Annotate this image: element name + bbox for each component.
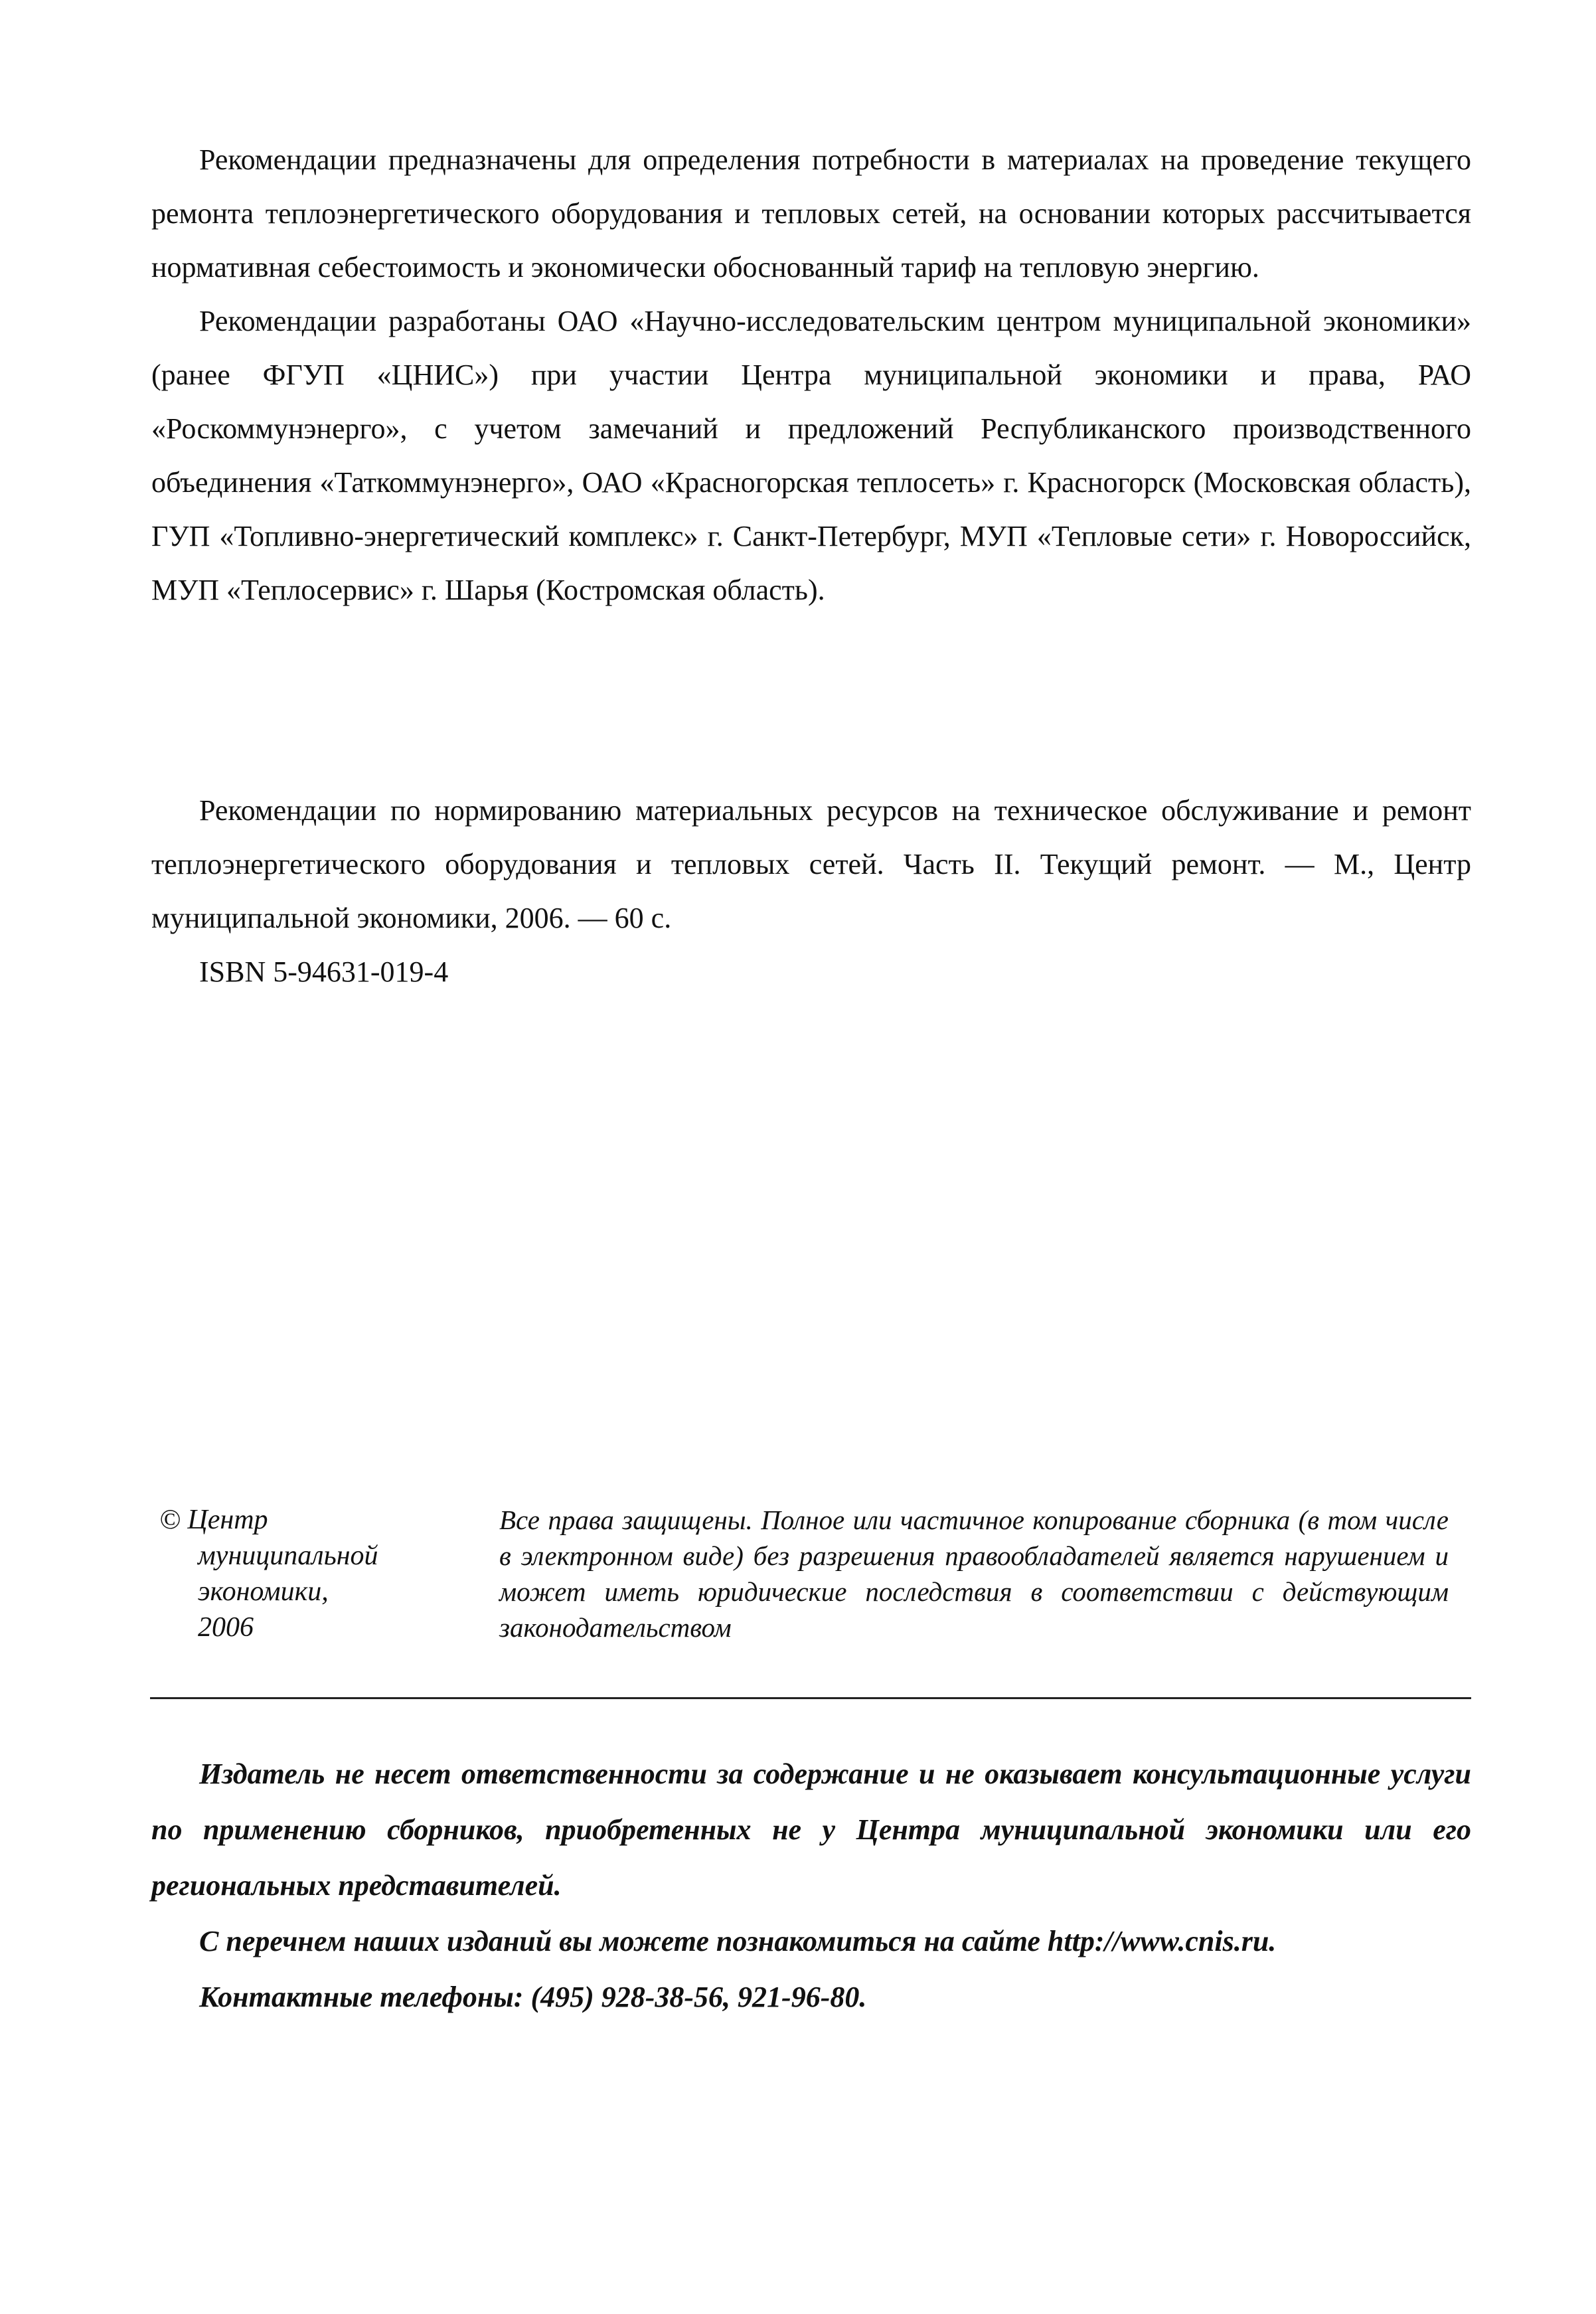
intro-paragraph-developers: Рекомендации разработаны ОАО «Научно-исследовательским центром муниципальной экономики» (ранее ФГУП «ЦНИС») при участии Центра муниципальной экономики и права, РАО «Роскоммунэнерго», с учетом замечаний и предложений Республиканского производственного объединения «Таткоммунэнерго», ОАО «Красногорская теплосеть» г. Красногорск (Московская область), ГУП «Топливно-энергетический комплекс» г. Санкт-Петербург, МУП «Тепловые сети» г. Новороссийск, МУП «Теплосервис» г. Шарья (Костромская область). <box>151 305 1471 606</box>
copyright-holder-line: экономики, <box>198 1576 329 1607</box>
bibliographic-record <box>151 784 1471 999</box>
copyright-notice: Все права защищены. Полное или частичное копирование сборника (в том числе в электронном виде) без разрешения правообладателей является нарушением и может иметь юридические последствия в соответствии с действующим законодательством <box>499 1505 1449 1643</box>
publisher-disclaimer: Издатель не несет ответственности за содержание и не оказывает консультационные услуги по применению сборников, приобретенных не у Центра муниципальной экономики или его региональных представителей. <box>151 1758 1471 1902</box>
publisher-website: С перечнем наших изданий вы можете познакомиться на сайте http://www.cnis.ru. <box>199 1925 1277 1957</box>
copyright-year: 2006 <box>198 1612 254 1643</box>
copyright-holder-line: муниципальной <box>198 1540 378 1571</box>
bibliographic-citation: Рекомендации по нормированию материальных ресурсов на техническое обслуживание и ремонт теплоэнергетического оборудования и тепловых сетей. Часть II. Текущий ремонт. — М., Центр муниципальной экономики, 2006. — 60 с. <box>151 794 1471 934</box>
copyright-holder <box>159 1502 438 1645</box>
publisher-info <box>151 1746 1471 2025</box>
isbn: ISBN 5-94631-019-4 <box>199 955 449 988</box>
publisher-phones: Контактные телефоны: (495) 928-38-56, 921-96-80. <box>199 1981 867 2013</box>
horizontal-divider <box>150 1697 1471 1699</box>
copyright-holder-line: © Центр <box>159 1505 268 1535</box>
intro-paragraph-purpose: Рекомендации предназначены для определения потребности в материалах на проведение текущего ремонта теплоэнергетического оборудования и тепловых сетей, на основании которых рассчитывается нормативная себестоимость и экономически обоснованный тариф на тепловую энергию. <box>151 143 1471 284</box>
intro-section <box>151 133 1471 617</box>
